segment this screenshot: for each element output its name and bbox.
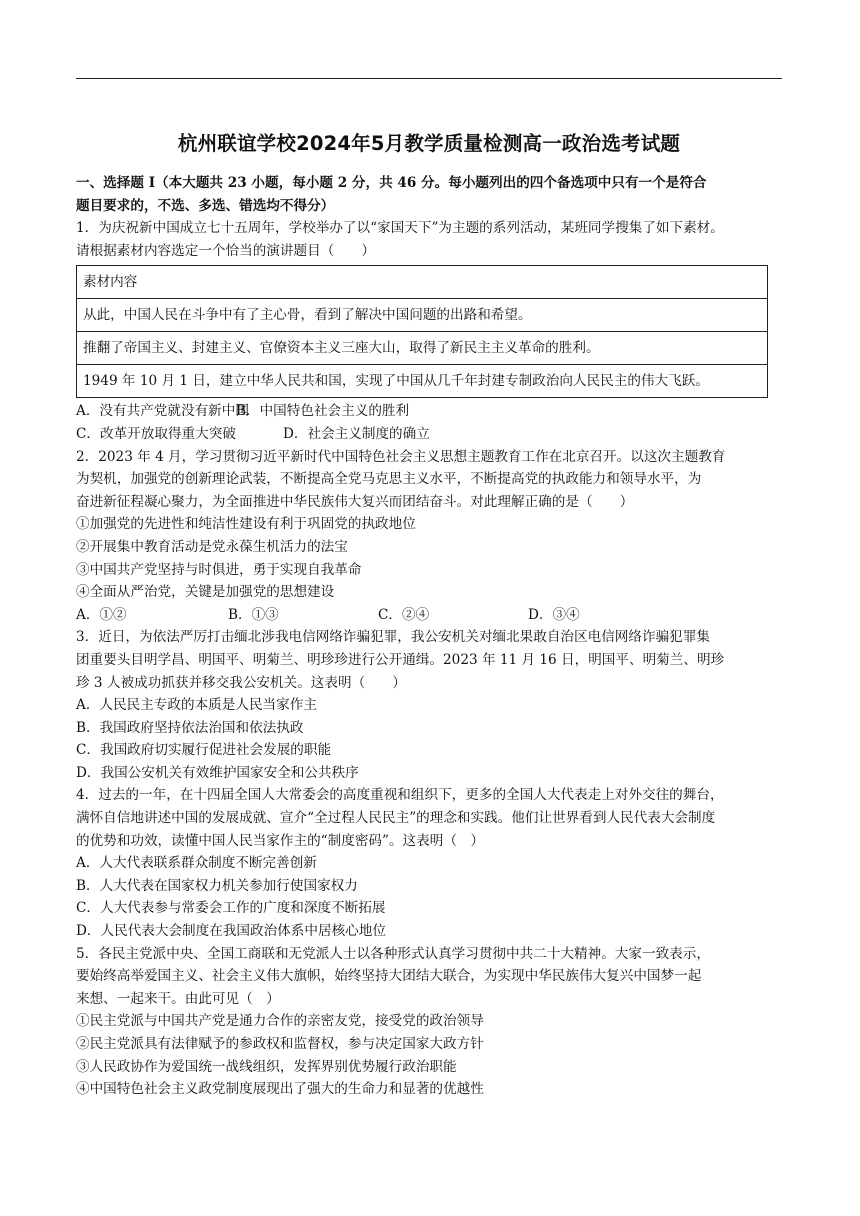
section-heading: 一、选择题 I（本大题共 23 小题，每小题 2 分，共 46 分。每小题列出的四个备选项中只有一个是符合 [76, 175, 707, 191]
question-2 [76, 446, 786, 627]
q2-stem-line: 为契机，加强党的创新理论武装，不断提高全党马克思主义水平，不断提高党的执政能力和领导水平，为 [76, 471, 702, 488]
q5-statement: ①民主党派与中国共产党是通力合作的亲密友党，接受党的政治领导 [76, 1013, 484, 1030]
q2-options-row [76, 604, 786, 627]
q2-statement: ②开展集中教育活动是党永葆生机活力的法宝 [76, 538, 348, 555]
q5-stem-line: 要始终高举爱国主义、社会主义伟大旗帜，始终坚持大团结大联合，为实现中华民族伟大复兴中国梦一起 [76, 968, 702, 985]
question-4 [76, 784, 786, 942]
q2-stem-line: 2．2023 年 4 月，学习贯彻习近平新时代中国特色社会主义思想主题教育工作在北京召开。以这次主题教育 [76, 448, 726, 465]
q4-option-c: C．人大代表参与常委会工作的广度和深度不断拓展 [76, 900, 386, 917]
q2-statement: ①加强党的先进性和纯洁性建设有利于巩固党的执政地位 [76, 516, 416, 533]
exam-content [76, 172, 786, 1101]
q3-stem-line: 珍 3 人被成功抓获并移交我公安机关。这表明（ ） [76, 674, 406, 691]
q3-option-d: D．我国公安机关有效维护国家安全和公共秩序 [76, 764, 359, 781]
table-row [77, 365, 768, 398]
q2-option-a: A．①② [76, 606, 127, 623]
table-row [77, 299, 768, 332]
q2-option-b: B．①③ [228, 606, 279, 623]
q5-statement: ③人民政协作为爱国统一战线组织，发挥界别优势履行政治职能 [76, 1058, 457, 1075]
q1-options-row [76, 400, 786, 423]
header-rule [76, 78, 782, 79]
q3-option-a: A．人民民主专政的本质是人民当家作主 [76, 697, 317, 714]
q2-statement: ④全面从严治党，关键是加强党的思想建设 [76, 584, 335, 601]
q3-option-c: C．我国政府切实履行促进社会发展的职能 [76, 742, 332, 759]
q1-option-a: A．没有共产党就没有新中国 [76, 403, 249, 420]
q4-stem-line: 满怀自信地讲述中国的发展成就、宣介“全过程人民民主”的理念和实践。他们让世界看到人民代表大会制度 [76, 810, 716, 827]
question-3 [76, 626, 786, 784]
q1-option-b: B．中国特色社会主义的胜利 [236, 403, 410, 420]
table-cell: 推翻了帝国主义、封建主义、官僚资本主义三座大山，取得了新民主主义革命的胜利。 [77, 332, 768, 365]
q1-stem-line: 请根据素材内容选定一个恰当的演讲题目（ ） [76, 242, 376, 259]
table-row [77, 266, 768, 299]
table-cell: 1949 年 10 月 1 日，建立中华人民共和国，实现了中国从几千年封建专制政治向人民民主的伟大飞跃。 [77, 365, 768, 398]
q3-option-b: B．我国政府坚持依法治国和依法执政 [76, 719, 304, 736]
q5-statement: ④中国特色社会主义政党制度展现出了强大的生命力和显著的优越性 [76, 1081, 484, 1098]
q2-option-d: D．③④ [528, 606, 580, 623]
page-title: 杭州联谊学校2024年5月教学质量检测高一政治选考试题 [177, 132, 681, 155]
q2-option-c: C．②④ [378, 606, 430, 623]
q3-stem-line: 3．近日，为依法严厉打击缅北涉我电信网络诈骗犯罪，我公安机关对缅北果敢自治区电信网络诈骗犯罪集 [76, 629, 710, 646]
q1-option-c: C．改革开放取得重大突破 [76, 425, 236, 442]
table-cell: 从此，中国人民在斗争中有了主心骨，看到了解决中国问题的出路和希望。 [77, 299, 768, 332]
q5-statement: ②民主党派具有法律赋予的参政权和监督权，参与决定国家大政方针 [76, 1036, 484, 1052]
q2-stem-line: 奋进新征程凝心聚力，为全面推进中华民族伟大复兴而团结奋斗。对此理解正确的是（ ） [76, 493, 634, 510]
q5-stem-line: 来想、一起来干。由此可见（ ） [76, 990, 280, 1007]
q1-material-table [76, 265, 768, 398]
question-5 [76, 943, 786, 1101]
q4-stem-line: 的优势和功效，读懂中国人民当家作主的“制度密码”。这表明（ ） [76, 832, 485, 849]
q4-option-a: A．人大代表联系群众制度不断完善创新 [76, 855, 317, 872]
table-cell: 素材内容 [77, 266, 768, 299]
q2-statement: ③中国共产党坚持与时俱进，勇于实现自我革命 [76, 561, 362, 578]
q4-stem-line: 4．过去的一年，在十四届全国人大常委会的高度重视和组织下，更多的全国人大代表走上对外交往的舞台， [76, 787, 724, 804]
question-1 [76, 217, 786, 445]
table-row [77, 332, 768, 365]
q4-option-b: B．人大代表在国家权力机关参加行使国家权力 [76, 877, 358, 894]
q1-option-d: D．社会主义制度的确立 [283, 425, 430, 442]
q1-options-row [76, 423, 786, 446]
q3-stem-line: 团重要头目明学昌、明国平、明菊兰、明珍珍进行公开通缉。2023 年 11 月 16 日，明国平、明菊兰、明珍 [76, 651, 725, 668]
q5-stem-line: 5．各民主党派中央、全国工商联和无党派人士以各种形式认真学习贯彻中共二十大精神。大家一致表示， [76, 945, 710, 962]
q1-stem-line: 1．为庆祝新中国成立七十五周年，学校举办了以“家国天下”为主题的系列活动，某班同学搜集了如下素材。 [76, 220, 724, 237]
section-heading-cont: 题目要求的，不选、多选、错选均不得分） [76, 197, 335, 214]
q4-option-d: D．人民代表大会制度在我国政治体系中居核心地位 [76, 923, 386, 940]
